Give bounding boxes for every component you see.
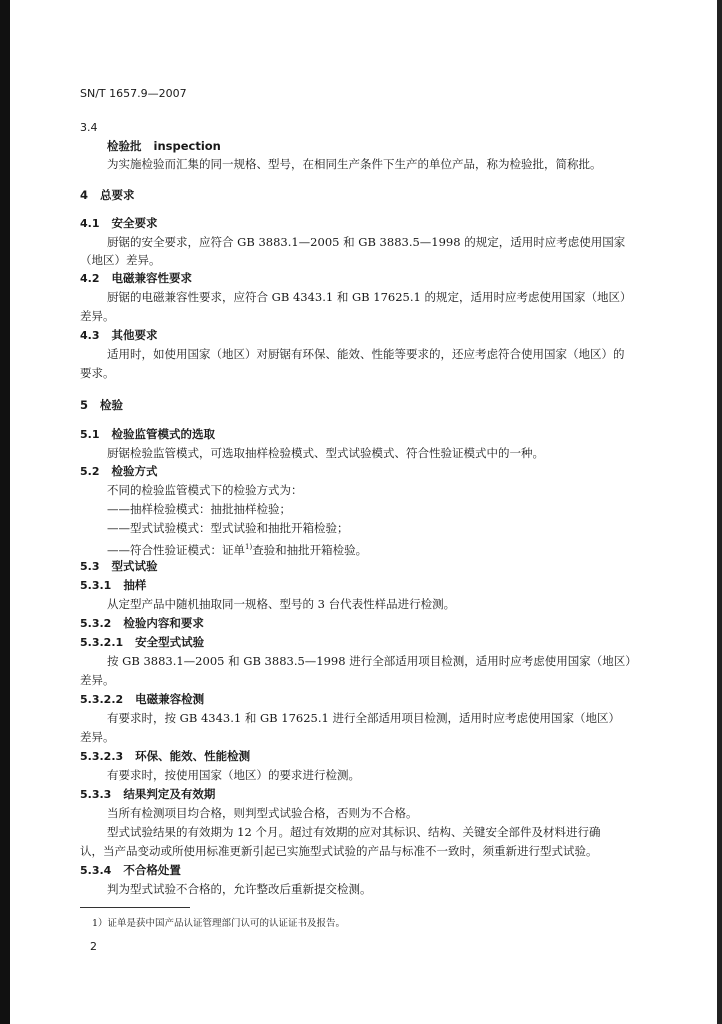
paragraph: 有要求时，按使用国家（地区）的要求进行检测。 [107,768,360,782]
clause-number: 4.3 [80,329,100,342]
page-number: 2 [90,940,97,953]
clause-title: 电磁兼容检测 [135,692,205,706]
paragraph-cont: 差异。 [80,673,115,687]
clause-number: 5.3.2.1 [80,636,124,649]
paragraph-cont: 认，当产品变动或所使用标准更新引起已实施型式试验的产品与标准不一致时，须重新进行型式试验。 [80,844,598,858]
term-line [107,138,221,154]
term-zh: 检验批 [107,139,142,153]
clause-heading [80,615,204,632]
dash-item [107,539,367,558]
dash-item: ——抽样检验模式：抽批抽样检验； [107,502,291,516]
clause-heading [80,691,204,708]
paragraph: 型式试验结果的有效期为 12 个月。超过有效期的应对其标识、结构、关键安全部件及材料进行确 [107,825,601,839]
clause-number: 4.1 [80,217,100,230]
clause-number: 5.3.1 [80,579,112,592]
clause-title: 不合格处置 [123,863,181,877]
clause-title: 检验监管模式的选取 [111,427,215,441]
clause-heading [80,426,215,443]
clause-heading [80,327,158,344]
clause-title: 型式试验 [111,559,158,573]
clause-number: 3.4 [80,121,98,134]
clause-title: 结果判定及有效期 [123,787,216,801]
clause-title: 环保、能效、性能检测 [135,749,251,763]
paragraph: 从定型产品中随机抽取同一规格、型号的 3 台代表性样品进行检测。 [107,597,456,611]
clause-heading [80,786,215,803]
clause-heading [80,558,158,575]
clause-number: 5.1 [80,428,100,441]
section-title: 检验 [100,398,124,412]
paragraph: 厨锯的电磁兼容性要求，应符合 GB 4343.1 和 GB 17625.1 的规定，适用时应考虑使用国家（地区） [107,290,632,304]
paragraph-cont: 要求。 [80,366,115,380]
paragraph: 判为型式试验不合格的，允许整改后重新提交检测。 [107,882,372,896]
clause-number: 5.3.2.3 [80,750,124,763]
paragraph-cont: 差异。 [80,309,115,323]
section-heading [80,187,135,203]
clause-heading [80,215,158,232]
clause-title: 安全要求 [111,216,158,230]
term-definition: 为实施检验而汇集的同一规格、型号，在相同生产条件下生产的单位产品，称为检验批，简称批。 [107,157,602,171]
footnote-rule [80,907,190,908]
clause-number: 5.3 [80,560,100,573]
clause-title: 其他要求 [111,328,158,342]
section-heading [80,397,123,413]
footnote: 1）证单是获中国产品认证管理部门认可的认证证书及报告。 [92,918,346,929]
dash-item: ——型式试验模式：型式试验和抽批开箱检验； [107,521,349,535]
section-number: 5 [80,398,89,412]
paragraph: 按 GB 3883.1—2005 和 GB 3883.5—1998 进行全部适用项目检测，适用时应考虑使用国家（地区） [107,654,637,668]
clause-number: 5.3.2.2 [80,693,124,706]
clause-title: 安全型式试验 [135,635,205,649]
clause-heading [80,748,250,765]
paragraph: 适用时，如使用国家（地区）对厨锯有环保、能效、性能等要求的，还应考虑符合使用国家（地区）的 [107,347,625,361]
paragraph: 有要求时，按 GB 4343.1 和 GB 17625.1 进行全部适用项目检测，适用时应考虑使用国家（地区） [107,711,620,725]
paragraph: 厨锯检验监管模式，可选取抽样检验模式、型式试验模式、符合性验证模式中的一种。 [107,446,544,460]
paragraph-cont: （地区）差异。 [80,253,161,267]
clause-heading [80,577,146,594]
paragraph: 当所有检测项目均合格，则判型式试验合格，否则为不合格。 [107,806,418,820]
clause-heading [80,862,181,879]
dash-item-text: 查验和抽批开箱检验。 [252,542,368,557]
dash-item-text: ——符合性验证模式：证单 [107,542,245,557]
clause-title: 检验内容和要求 [123,616,204,630]
paragraph: 不同的检验监管模式下的检验方式为： [107,483,303,497]
clause-heading [80,634,204,651]
section-title: 总要求 [100,188,135,202]
clause-heading [80,270,192,287]
clause-title: 抽样 [123,578,147,592]
clause-title: 电磁兼容性要求 [111,271,192,285]
section-number: 4 [80,188,89,202]
clause-number: 5.3.3 [80,788,112,801]
clause-number: 5.2 [80,465,100,478]
clause-heading [80,463,158,480]
clause-number: 5.3.2 [80,617,112,630]
paragraph: 厨锯的安全要求，应符合 GB 3883.1—2005 和 GB 3883.5—1998 的规定，适用时应考虑使用国家 [107,235,626,249]
footnote-ref: 1) [245,543,253,551]
paragraph-cont: 差异。 [80,730,115,744]
standard-number-header: SN/T 1657.9—2007 [80,87,187,100]
clause-title: 检验方式 [111,464,158,478]
clause-number: 4.2 [80,272,100,285]
clause-number: 5.3.4 [80,864,112,877]
term-en: inspection [153,139,221,153]
